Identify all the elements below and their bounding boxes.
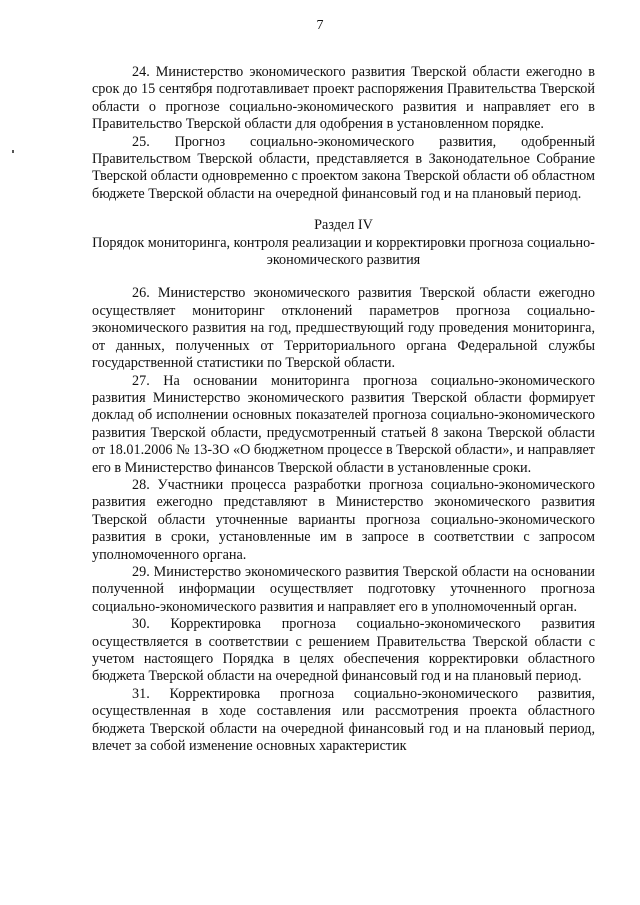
document-body	[92, 64, 595, 755]
section-number: Раздел IV	[314, 217, 373, 234]
paragraph-27: 27. На основании мониторинга прогноза социально-экономического развития Министерство экономического развития Тверской области формирует доклад об исполнении основных показателей прогноза социально-экономического развития Тверской области, предусмотренный статьей 8 закона Тверской области от 18.01.2006 № 13-ЗО «О бюджетном процессе в Тверской области», и направляет его в Министерство финансов Тверской области в установленные сроки.	[92, 372, 595, 476]
section-heading	[92, 217, 595, 269]
paragraph-25: 25. Прогноз социально-экономического развития, одобренный Правительством Тверской области, представляется в Законодательное Собрание Тверской области одновременно с проектом закона Тверской области об областном бюджете Тверской области на очередной финансовый год и на плановый период.	[92, 133, 595, 202]
paragraph-24: 24. Министерство экономического развития Тверской области ежегодно в срок до 15 сентября подготавливает проект распоряжения Правительства Тверской области о прогнозе социально-экономического развития и направляет его в Правительство Тверской области для одобрения в установленном порядке.	[92, 64, 595, 133]
margin-mark	[12, 150, 14, 153]
paragraph-26: 26. Министерство экономического развития Тверской области ежегодно осуществляет мониторинг отклонений параметров прогноза социально-экономического развития на год, предшествующий году проведения мониторинга, от данных, полученных от Территориального органа Федеральной службы государственной статистики по Тверской области.	[92, 285, 595, 372]
paragraph-31: 31. Корректировка прогноза социально-экономического развития, осуществленная в ходе составления или рассмотрения проекта областного бюджета Тверской области на очередной финансовый год и на плановый период, влечет за собой изменение основных характеристик	[92, 685, 595, 755]
section-title: Порядок мониторинга, контроля реализации и корректировки прогноза социально-экономического развития	[92, 234, 595, 269]
paragraph-30: 30. Корректировка прогноза социально-экономического развития осуществляется в соответствии с решением Правительства Тверской области с учетом настоящего Порядка в целях обеспечения корректировки областного бюджета Тверской области на очередной финансовый год и на плановый период.	[92, 616, 595, 685]
page-number: 7	[316, 18, 324, 33]
paragraph-28: 28. Участники процесса разработки прогноза социально-экономического развития ежегодно представляют в Министерство экономического развития Тверской области уточненные варианты прогноза социально-экономического развития в сроки, установленные им в запросе в соответствии с запросом уполномоченного органа.	[92, 476, 595, 563]
paragraph-29: 29. Министерство экономического развития Тверской области на основании полученной информации осуществляет подготовку уточненного прогноза социально-экономического развития и направляет его в уполномоченный орган.	[92, 563, 595, 615]
